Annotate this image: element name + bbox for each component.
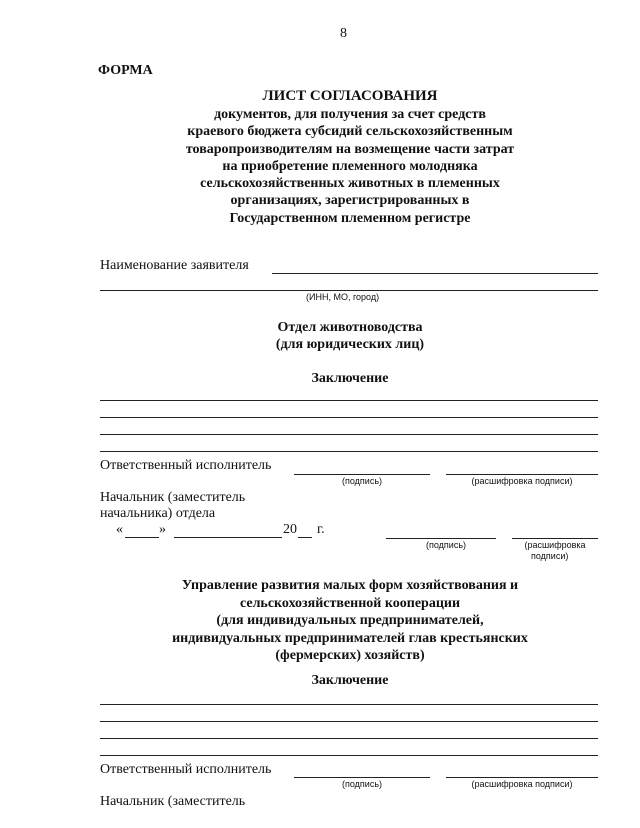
page-number: 8	[340, 26, 347, 41]
applicant-details-field[interactable]	[100, 290, 598, 291]
section1-decode-hint: (расшифровка подписи)	[471, 476, 573, 486]
subtitle-line: Государственном племенном регистре	[229, 210, 471, 226]
section1-executive-label: Ответственный исполнитель	[100, 458, 272, 473]
section1-chief-decode-field[interactable]	[512, 538, 598, 539]
date-month-field[interactable]	[174, 537, 282, 538]
section2-heading-line: Управление развития малых форм хозяйствования и	[181, 578, 519, 593]
section1-chief-signature-field[interactable]	[386, 538, 496, 539]
section2-heading-line: (для индивидуальных предпринимателей,	[216, 613, 484, 628]
subtitle-line: на приобретение племенного молодняка	[222, 158, 478, 174]
section2-conclusion-line[interactable]	[100, 738, 598, 739]
document-title: ЛИСТ СОГЛАСОВАНИЯ	[262, 88, 438, 104]
section2-heading	[100, 577, 600, 665]
section1-chief-decode-hint-line2: подписи)	[531, 551, 569, 561]
section1-chief-signature-hint: (подпись)	[425, 540, 467, 550]
date-year-prefix: 20	[283, 522, 297, 537]
section2-signature-field[interactable]	[294, 777, 430, 778]
section2-decode-hint: (расшифровка подписи)	[471, 779, 573, 789]
section2-decode-field[interactable]	[446, 777, 598, 778]
section2-conclusion-title: Заключение	[311, 673, 389, 688]
subtitle-line: документов, для получения за счет средств	[214, 107, 486, 122]
section2-heading-line: индивидуальных предпринимателей глав крестьянских	[172, 630, 528, 646]
section2-signature-hint: (подпись)	[341, 779, 383, 789]
subtitle-line: организациях, зарегистрированных в	[230, 193, 470, 209]
section1-chief-label-line1: Начальник (заместитель	[100, 490, 246, 505]
section2-heading-line: сельскохозяйственной кооперации	[239, 595, 461, 611]
section1-conclusion-title: Заключение	[311, 371, 389, 386]
section1-signature-field[interactable]	[294, 474, 430, 475]
section2-executive-label: Ответственный исполнитель	[100, 762, 272, 777]
date-year-field[interactable]	[298, 537, 312, 538]
section1-conclusion-line[interactable]	[100, 400, 598, 401]
section2-chief-label: Начальник (заместитель	[100, 794, 246, 809]
date-day-field[interactable]	[125, 537, 159, 538]
section1-decode-field[interactable]	[446, 474, 598, 475]
section2-conclusion-line[interactable]	[100, 704, 598, 705]
section1-signature-hint: (подпись)	[341, 476, 383, 486]
section1-chief-decode-hint-line1: (расшифровка	[524, 540, 586, 550]
section2-conclusion-line[interactable]	[100, 721, 598, 722]
section1-conclusion-line[interactable]	[100, 434, 598, 435]
subtitle-line: товаропроизводителям на возмещение части затрат	[185, 141, 515, 157]
section1-heading: Отдел животноводства	[277, 320, 423, 335]
date-open-quote: «	[116, 522, 123, 537]
section2-conclusion-line[interactable]	[100, 755, 598, 756]
subtitle-line: краевого бюджета субсидий сельскохозяйственным	[187, 124, 513, 140]
section1-conclusion-line[interactable]	[100, 451, 598, 452]
applicant-hint: (ИНН, МО, город)	[306, 292, 380, 302]
section1-chief-label-line2: начальника) отдела	[100, 506, 216, 521]
document-subtitle	[100, 106, 600, 227]
applicant-label: Наименование заявителя	[100, 258, 249, 273]
section1-conclusion-line[interactable]	[100, 417, 598, 418]
section1-subheading: (для юридических лиц)	[275, 337, 425, 352]
date-year-suffix: г.	[317, 522, 325, 537]
section2-heading-line: (фермерских) хозяйств)	[275, 648, 425, 663]
applicant-name-field[interactable]	[272, 273, 598, 274]
subtitle-line: сельскохозяйственных животных в племенных	[200, 176, 500, 192]
date-close-quote: »	[159, 522, 166, 537]
form-label: ФОРМА	[98, 63, 153, 78]
